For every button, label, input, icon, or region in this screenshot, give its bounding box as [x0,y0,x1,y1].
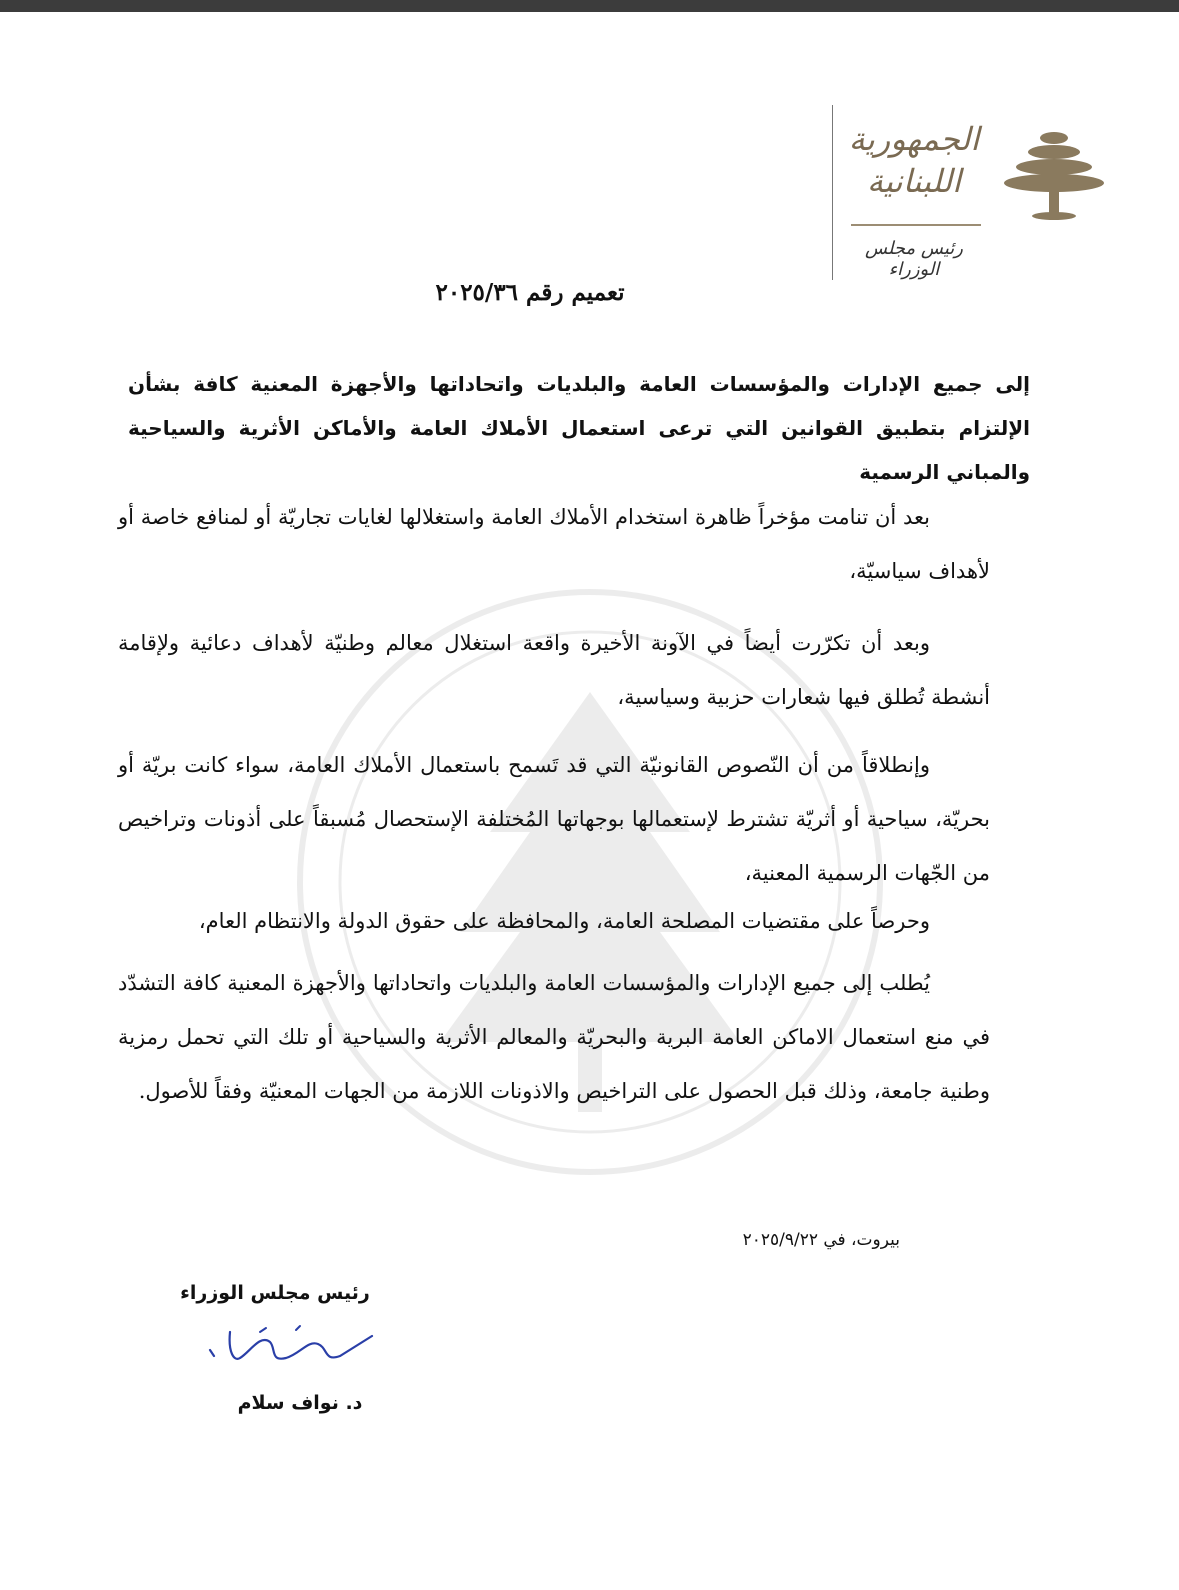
paragraph-1: بعد أن تنامت مؤخراً ظاهرة استخدام الأملاك العامة واستغلالها لغايات تجاريّة أو لمنافع خاصة أو لأهداف سياسيّة، [118,505,990,583]
subject-heading: إلى جميع الإدارات والمؤسسات العامة والبلديات واتحاداتها والأجهزة المعنية كافة بشأن الإلتزام بتطبيق القوانين التي ترعى استعمال الأملاك العامة والأماكن الأثرية والسياحية والمباني الرسمية [128,372,1030,484]
paragraph-5: يُطلب إلى جميع الإدارات والمؤسسات العامة والبلديات واتحاداتها والأجهزة المعنية كافة التشدّد في منع استعمال الاماكن العامة البرية والبحريّة والمعالم الأثرية والسياحية أو تلك التي تحمل رمزية وطنية جامعة، وذلك قبل الحصول على التراخيص والاذونات اللازمة من الجهات المعنيّة وفقاً للأصول. [118,971,990,1103]
top-bar [0,0,1179,12]
paragraph-4: وحرصاً على مقتضيات المصلحة العامة، والمحافظة على حقوق الدولة والانتظام العام، [198,909,930,933]
seal-name: الجمهورية اللبنانية [848,120,980,200]
cedar-logo-icon [999,122,1109,222]
seal-underline [851,224,981,226]
signatory-name: د. نواف سلام [237,1392,363,1414]
letterhead [809,102,1109,282]
handwritten-signature [200,1322,380,1372]
circular-title: تعميم رقم ٢٠٢٥/٣٦ [435,279,625,306]
document-page [0,12,1179,1590]
signatory-title: رئيس مجلس الوزراء [180,1282,370,1304]
date-line: بيروت، في ٢٠٢٥/٩/٢٢ [742,1230,900,1250]
paragraph-2: وبعد أن تكرّرت أيضاً في الآونة الأخيرة واقعة استغلال معالم وطنيّة لأهداف دعائية ولإقامة أنشطة تُطلق فيها شعارات حزبية وسياسية، [118,631,990,709]
letterhead-office: رئيس مجلس الوزراء [865,238,963,280]
paragraph-3: وإنطلاقاً من أن النّصوص القانونيّة التي قد تَسمح باستعمال الأملاك العامة، سواء كانت بريّة أو بحريّة، سياحية أو أثريّة تشترط لإستعمالها بوجهاتها المُختلفة الإستحصال مُسبقاً على أذونات وتراخيص من الجّهات الرسمية المعنية، [118,753,990,885]
